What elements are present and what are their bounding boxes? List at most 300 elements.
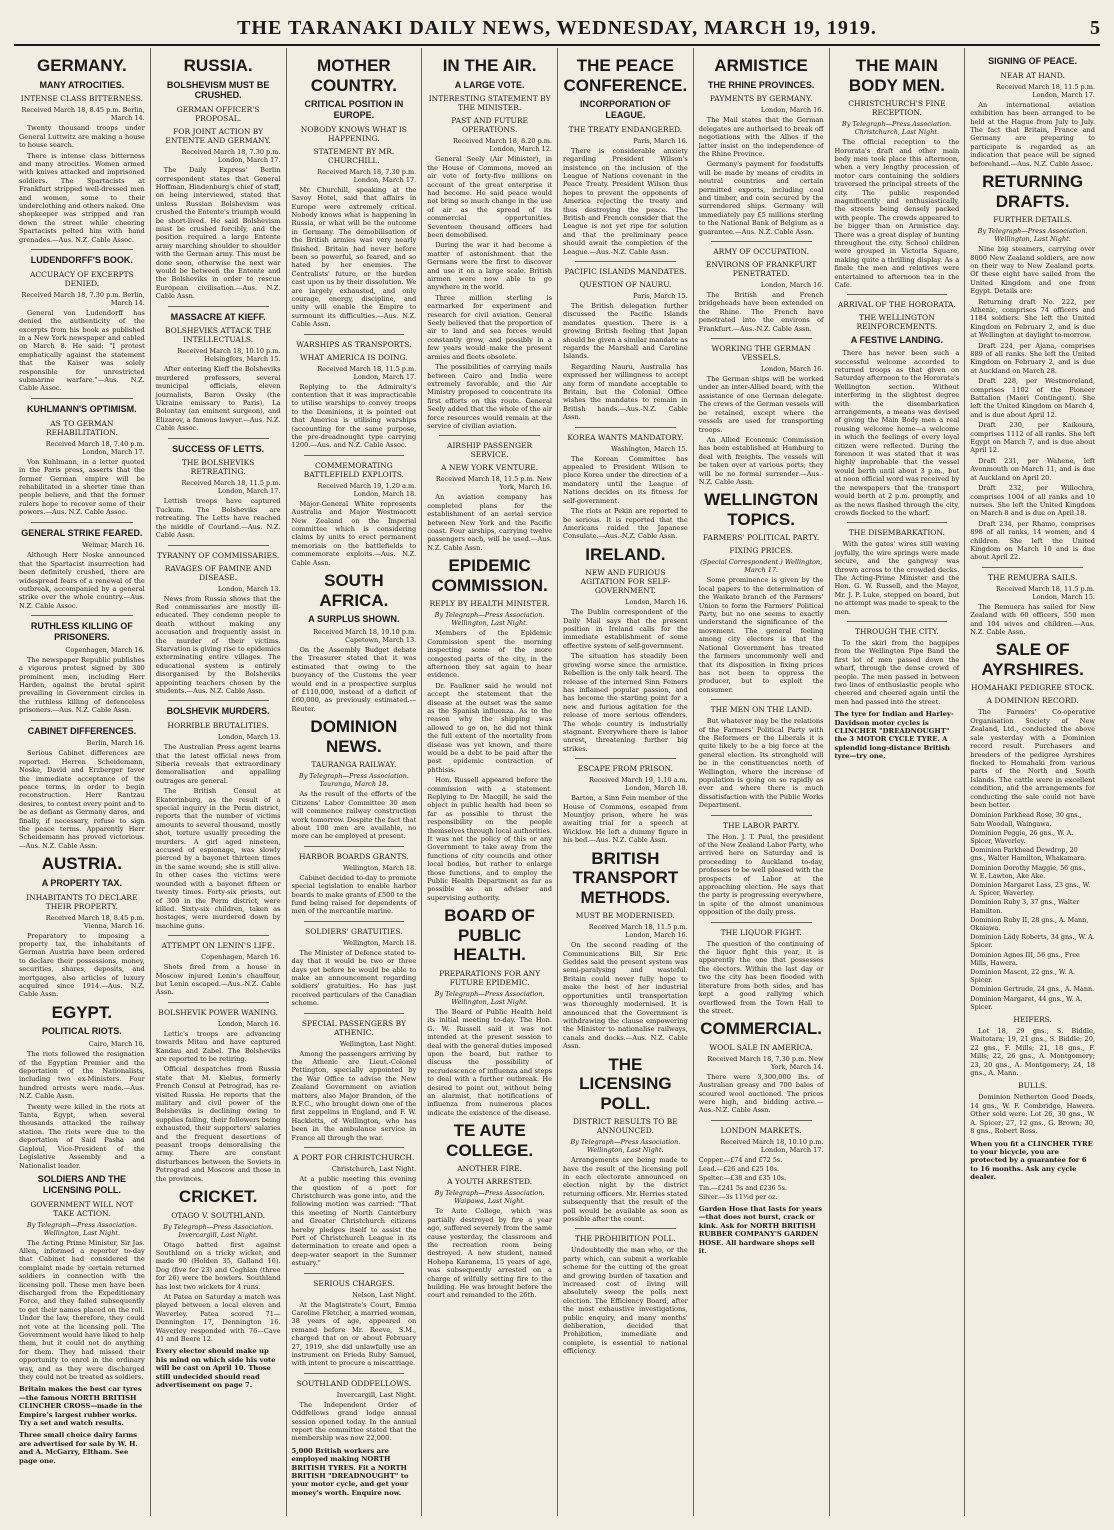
paragraph: General Seely (Air Minister), in the House of Commons, moved an air vote of forty-five millions on account of the great enterprise it had become. He said peace would not bring so much change in the use of air as the spread of its commercial opportunities. Seventeen thousand officers had been demobilised. [427,155,552,239]
minor-headline: THE LABOR PARTY. [722,820,800,830]
article-body [156,595,281,696]
article-body [699,717,824,809]
minor-headline: ATTEMPT ON LENIN'S LIFE. [161,941,275,951]
article-body [427,1008,552,1117]
section-divider [304,921,405,922]
minor-headline: NEAR AT HAND. [1000,70,1065,80]
article-body [563,1246,688,1355]
article-body [563,147,688,256]
article-body [19,124,145,244]
paragraph: The question of the continuing of the liquor fight this year, it is apparently the one that possesses the electors. Within the last day or two the city has been flooded with literature from both sides, and has kept a good rallying which overflowed from the Town Hall to the street. [698,939,824,1015]
section-divider [304,334,405,335]
article-body [292,500,417,567]
minor-headline: DISTRICT RESULTS TO BE ANNOUNCED. [572,1117,678,1136]
minor-headline: ENVIRONS OF FRANKFURT PENETRATED. [705,260,817,279]
article-body [970,1093,1095,1135]
section-divider [31,720,133,721]
column-5 [557,48,693,1516]
article-body [427,155,552,430]
article-body [292,1401,417,1443]
dateline: Received March 18, 11.5 p.m. London, March 17. [317,364,417,381]
paragraph: The riots followed the resignation of the Egyptian Premier and the deportation of the Nationalists, including two ex-Ministers. Four hundred arrests were made.—Aus. N.Z. Cable Assn. [19,1050,145,1101]
dateline: Christchurch, Last Night. [331,1165,417,1174]
advertisement: Every elector should make up his mind on which side his vote will be cast on April 10. Those still undecided should read advertisement on page 7. [155,1347,276,1390]
minor-headline: BULLS. [1018,1081,1048,1091]
minor-headline: A NEW YORK VENTURE. [441,463,539,473]
dateline: Copenhagen, March 16. [65,645,145,654]
advertisement: When you fit a CLINCHER TYRE to your bicycle, you are protected by a guarantee for 6 to 16 months. Ask any cycle dealer. [970,1139,1093,1182]
subheadline: SUCCESS OF LETTS. [172,443,265,454]
dateline: Received March 18, 8.45 p.m. Berlin, March 14. [21,106,145,123]
credit: By Telegraph—Press Association. Invercargill, Last Night. [163,1222,274,1239]
article-body [427,629,552,902]
minor-headline: INTENSE CLASS BITTERNESS. [20,94,143,104]
credit: By Telegraph—Press Association. Tauranga, March 18. [298,772,409,789]
paragraph: The Hon. J. T. Paul, the president of the New Zealand Labor Party, who arrived here on Saturday and is proceeding to Auckland to-day, professes to be well pleased with the prospects of Labor at the approaching election. He says that the party is progressing everywhere, in spite of the almost unanimous opposition of the daily press. [698,832,824,917]
paragraph: Lot 18, 29 gns., S. Biddle, Waitotara; 19, 21 gns., S. Biddle; 20, 22 gns., F. Mills; 21, 18 gns., F. Mills; 22, 26 gns., A. Montgomery; 23, 20 gns., A. Montgomery; 24, 18 gns., A. Mann. [970,1027,1095,1078]
paragraph: But whatever may be the relations of the Farmers' Political Party with the Reformers or the Liberals it is quite likely to be a big force at the general election. Its stronghold will be in the constituencies north of Wellington, where the increase of population is going on so rapidly as ever and where there is much dissatisfaction with the Public Works Department. [698,717,824,810]
section-divider [304,455,405,456]
subheadline: RUTHLESS KILLING OF PRISONERS. [30,621,133,642]
paragraph: Twenty were killed in the riots at Tanta, Egypt, when several thousands attacked the railway station. The riots were due to the deportation of Said Pasha and Gaploul, Vice-President of the Legislative Assembly and a Nationalist leader. [19,1102,145,1170]
article-body [835,540,960,616]
article-body [19,458,145,517]
paragraph: Draft 231, per Wahene, left Avonmouth on March 11, and is due at Auckland on April 20. [970,456,1095,482]
subheadline: CRITICAL POSITION IN EUROPE. [304,99,404,120]
minor-headline: HOMAHAKI PEDIGREE STOCK. [971,683,1095,693]
paragraph: An Allied Economic Commission has been established at Hamburg to deal with freights. The vessels will be taken over at various ports; they will be no formal surrender.—Aus.-N.Z. Cable Assn. [698,435,824,486]
list-item: Tin.—£241 5s and £236 5s. [698,1183,787,1192]
section-headline: THE LICENSING POLL. [579,1054,672,1113]
dateline: Paris, March 16. [633,136,688,145]
article-body [156,743,281,930]
paragraph: The Independent Order of Oddfellows grand lodge annual session opened today. In the annual report the committee stated that the membership was now 22,000. [291,1400,417,1443]
section-headline: AUSTRIA. [41,854,123,874]
paragraph: Regarding Nauru, Australia has expressed her willingness to accept any form of mandate acceptable to Britain, but the Colonial Office wishes the mandates to remain in British hands.—Aus.-N.Z. Cable Assn. [563,362,688,422]
minor-headline: ESCAPE FROM PRISON. [577,764,673,774]
section-divider [575,758,676,759]
paragraph: Otago batted first against Southland on a tricky wicket, and made 90 (Holden 35, Galland 16). Dog (five for 23) and Coghlan (three for 26) were the bowlers. Southland has lost two wickets for 4 runs. [155,1240,281,1291]
paragraph: An aviation company has completed plans for the establishment of an aerial service between New York and the Pacific coast. Four airships, carrying twelve passengers each, will be used.—Aus. N.Z. Cable Assn. [427,493,552,552]
minor-headline: ACCURACY OF EXCERPTS DENIED. [29,269,134,288]
minor-headline: REPLY BY HEALTH MINISTER. [429,599,550,609]
section-divider [711,922,812,923]
dateline: Received March 18, 10.10 p.m. Capetown, March 13. [313,627,417,644]
minor-headline: THE PROHIBITION POLL. [574,1234,676,1244]
section-headline: SALE OF AYRSHIRES. [981,640,1084,679]
list-item: Dominion Parkhead Dewdrop, 20 gns., Walter Hamilton, Whakamara. [970,846,1087,863]
dateline: Weimar, March 16. [82,541,145,550]
subheadline: LUDENDORFF'S BOOK. [30,255,133,266]
paragraph: The Board of Public Health held its initial meeting to-day. The Hon. G. W. Russell said it was not intended at the present session to deal with the general duties imposed upon the board, but rather to discuss the possibility of recrudescence of influenza and steps to deal with a further outbreak. He desired to point out, without being an alarmist, that notifications of influenza from numerous places indicate the existence of the disease. [427,1007,552,1117]
subheadline: BOLSHEVISM MUST BE CRUSHED. [166,79,270,101]
advertisement: Britain makes the best car tyres—the famous NORTH BRITISH CLINCHER CROSS—made in the Empire's largest rubber works. Try a set and watch results. [19,1385,143,1428]
paragraph: Draft 224, per Ajana, comprises 889 of all ranks. She left the United Kingdom on February 2, and is due at Auckland on March 28. [970,341,1095,375]
advertisement: 5,000 British workers are employed making NORTH BRITISH TYRES. Fit a NORTH BRITISH "DREADNOUGHT" to your motor cycle, and get your money's worth. Enquire now. [291,1446,409,1497]
minor-headline: HEIFERS. [1013,1015,1052,1025]
section-divider [439,435,540,436]
paragraph: Cabinet decided to-day to promote special legislation to enable harbor boards to make grants of £500 to the fund being raised for dependents of men of the mercantile marine. [291,873,417,916]
paragraph: At a public meeting this evening the question of a port for Christchurch was gone into, and the following motion was carried: "That this meeting of North Canterbury and Greater Christchurch citizens hereby pledges itself to assist the Port of Christchurch League in its determination to create and open a deep-water seaport in the Summer estuary." [291,1175,417,1268]
article-body [156,166,281,301]
section-divider [304,1147,405,1148]
paragraph: Three million sterling is earmarked for experiment and research for civil aviation. General Seely believed that the proportion of air to land and sea forces would constantly grow, and possibly in a few years would make the present armies and fleets obsolete. [427,293,552,361]
minor-headline: FIXING PRICES. [729,546,793,556]
credit: By Telegraph—Press Association. Wellington, Last Night. [26,1220,137,1237]
article-body [970,708,1095,809]
article-body [427,493,552,552]
paragraph: Lettic's troops are advancing towards Mitau and have captured Kandau and Zabel. The Bolsheviks are reported to be retiring. [155,1029,281,1063]
minor-headline: THROUGH THE CITY. [854,626,939,636]
dateline: London, March 13. [217,733,281,742]
dateline: Received March 18, 11.5 p.m. London, March 16. [588,923,688,940]
article-body [292,646,417,713]
column-3 [286,48,422,1516]
paragraph: The newspaper Republic publishes a vigorous protest signed by 300 prominent men, including Herr Harden, against the brutal spirit prevailing in Government circles in the ruthless killing of defenceless prisoners.—Aus. N.Z. Cable Assn. [19,655,145,715]
article-body [563,608,688,753]
minor-headline: PAYMENTS BY GERMANY. [709,94,813,104]
column-6 [693,48,829,1516]
section-divider [31,398,133,399]
article-body [970,1027,1095,1077]
paragraph: On the second reading of the Communications Bill, Sir Eric Geddes said the present system was semi-paralysing and wasteful. Britain could never fully hope to make the best of her industrial opportunities until transportation was thoroughly modernised. It is announced that the Government is withdrawing the clause empowering the Minister to nationalise railways, canals and docks.—Aus. N.Z. Cable Assn. [563,941,688,1051]
paragraph: The Mail states that the German delegates are authorised to break off negotiations with the Allies if the latter insist on the independence of the Rhine Province. [698,116,824,158]
article-body [156,497,281,539]
minor-headline: THE BOLSHEVIKS RETREATING. [181,458,255,477]
dateline: Received March 18, 8.45 p.m. Vienna, March 16. [45,913,145,930]
article-body [292,1050,417,1142]
paragraph: The Korean Committee has appealed to President Wilson to place Korea under the direction of a mandatory until the League of Nations decides on its fitness for self-government. [563,454,688,505]
minor-headline: STATEMENT BY MR. CHURCHILL. [313,146,395,165]
list-item: Dominion Mascot, 22 gns., W. A. Spicer. [970,968,1076,985]
minor-headline: MUST BE MODERNISED. [575,911,675,921]
article-body [563,302,688,422]
article-body [970,101,1095,168]
paragraph: Draft 228, per Westmoreland, comprises 1102 of the Pioneer Battalion (Maori Contingent). She left the United Kingdom on March 4, and is due about April 12. [970,377,1095,419]
article-body [292,186,417,329]
paragraph: During the war it had become a matter of astonishment that the Germans were the first to discover and use it on a large scale. British airmen were now able to go anywhere in the world. [427,241,552,292]
paragraph: Members of the Epidemic Commission spent the morning inspecting some of the more congested parts of the city, in the afternoon they sat again to hear evidence. [427,629,552,680]
paragraph: Shots fired from a house in Moscow injured Lenin's chauffeur, but Lenin escaped.—Aus.-N.Z. Cable Assn. [155,963,281,997]
dateline: Received March 18, 7.30 p.m. Berlin, March 14. [21,290,145,307]
section-divider [575,427,676,428]
paragraph: Nine big steamers, carrying over 8000 New Zealand soldiers, are now on their way to New Zealand ports. Of these eight have sailed from the United Kingdom and one from Egypt. Details are: [970,245,1095,296]
minor-headline: INTERESTING STATEMENT BY THE MINISTER. [428,94,551,113]
dateline: Received March 18, 7.30 p.m. New York, March 14. [707,1054,824,1071]
listing [970,811,1095,1011]
dateline: London, March 16. [760,365,824,374]
article-body [563,941,688,1050]
paragraph: Among the passengers arriving by the Athenic are Lieut.-Colonel Pettington, specially appointed by the War Office to advise the New Zealand Government on aviation matters, also Major Brandon, of the R.F.C., who brought down one of the first zeppelins in England, and F. W. Hackletts, of Wellington, who has been in the ambulance service in France all through the war. [291,1049,417,1142]
listing [699,1156,824,1201]
minor-headline: SOUTHLAND ODDFELLOWS. [296,1378,412,1388]
advertisement: The tyre for Indian and Harley-Davidson motor cycles is CLINCHER "DREADNOUGHT" the 3 MOTOR CYCLE TYRE. A splendid long-distance British tyre—try one. [834,710,954,761]
advertisement: Three small choice dairy farms are advertised for sale by W. H. and A. McGarry, Eltham. See page one. [19,1431,138,1465]
subheadline: A LARGE VOTE. [454,79,525,90]
subheadline: THE RHINE PROVINCES. [707,79,815,90]
minor-headline: THE WELLINGTON REINFORCEMENTS. [856,313,938,332]
paragraph: As the result of the efforts of the Citizens' Labor Committee 30 men will commence railway construction work tomorrow. Despite the fact that about 100 men are available, no more can be employed at present. [291,790,417,841]
subheadline: POLITICAL RIOTS. [41,1026,122,1037]
minor-headline: ANOTHER FIRE. [457,1164,523,1174]
minor-headline: HORRIBLE BRUTALITIES. [167,721,269,731]
paragraph: An international aviation exhibition has been arranged to be held at the Hague from July to July. The fact that Britain, France and Germany are preparing to participate is regarded as an indication that peace will be signed beforehand.—Aus. N.Z. Cable Assoc. [970,100,1095,168]
minor-headline: THE TREATY ENDANGERED. [568,124,683,134]
list-item: Dominion Ruby 3, 37 gns., Walter Hamilton. [970,898,1080,915]
article-body [699,833,824,917]
paragraph: News from Russia shows that the Red commissaries are mostly ill-educated. They condemn people to death without making any accusation and frequently assist in the murder of their victims. Starvation is giving rise to epidemics exterminating entire villages. The educational system is entirely disorganised by the Bolsheviks appointing teachers chosen by the students.—Aus. N.Z. Cable Assn. [155,594,281,695]
section-divider [982,567,1083,568]
paragraph: The British Consul at Ekaterinburg, as the result of a special inquiry in the Perm district, reports that the number of victims amounts to several thousand, mostly shot, torture usually preceding the murders. A girl aged nineteen, accused of espionage, was slowly pierced by a bayonet thirteen times in the same wound; she is still alive. In other cases the victims were wounded with a bayonet fifteen or twenty times. Forty-six priests, out of 300 in the Perm district, were killed. Sixty-six children, taken as hostages, were murdered down by machine guns. [155,787,281,930]
subheadline: A PROPERTY TAX. [41,877,123,888]
dateline: Nelson, Last Night. [352,1290,417,1299]
article-body [835,639,960,706]
article-body [292,1301,417,1368]
credit: By Telegraph—Press Association. Wellington, Last Night. [434,989,545,1006]
dateline: Received March 18, 11.5 p.m. London, March 15. [996,584,1095,601]
paragraph: The possibilities of carrying mails between Cairo and India were extremely favorable, and the Air Ministry proposed to concentrate its first efforts on this route. General Seely added that the whole of the air force resources would remain at the service of civilian aviation. [427,363,552,430]
credit: (Special Correspondent.) Wellington, March 17. [700,558,823,575]
minor-headline: BOLSHEVIKS ATTACK THE INTELLECTUALS. [164,326,272,345]
paragraph: The riots at Pekin are reported to be serious. It is reported that the Americans raided the Japanese Consulate.—Aus.-N.Z. Cable Assn. [563,507,688,541]
paragraph: Preparatory to imposing a property tax, the inhabitants of German Austria have been ordered to declare their possessions, money, securities, shares, deposits, and mortgages, also articles of luxury acquired since 1914.—Aus. N.Z. Cable Assn. [19,931,145,999]
section-divider [168,545,269,546]
minor-headline: GERMAN OFFICER'S PROPOSAL. [176,105,260,124]
minor-headline: A YOUTH ARRESTED. [447,1177,533,1187]
article-body [563,1156,688,1223]
minor-headline: SERIOUS CHARGES. [313,1278,395,1288]
paragraph: Major-General White represents Australia and Major Westmacott New Zealand on the Imperial committee which is considering claims by units to erect permanent memorials on the battlefields to commemorate exploits.—Aus. N.Z. Cable Assn. [291,499,417,567]
article-body [835,349,960,517]
subheadline: SIGNING OF PEACE. [988,56,1078,66]
article-body [292,383,417,450]
minor-headline: TYRANNY OF COMMISSARIES. [156,550,280,560]
dateline: Invercargill, Last Night. [336,1390,417,1399]
section-divider [304,1273,405,1274]
dateline: London, March 16. [217,1019,281,1028]
section-headline: RUSSIA. [183,56,253,75]
paragraph: At the Magistrate's Court, Emma Caroline Fletcher, a married woman, 38 years of age, appeared on remand before Mr. Reeve, S.M., charged that on or about February 27, 1919, she did unlawfully use an instrument on Frieda Ruby Samuel, with intent to procure a miscarriage. [291,1300,417,1368]
minor-headline: INHABITANTS TO DECLARE THEIR PROPERTY. [26,892,138,911]
minor-headline: WORKING THE GERMAN VESSELS. [711,344,811,363]
list-item: Dominion Parkhead Rose, 30 gns., Sam Woodall, Waingawa. [970,811,1082,828]
section-divider [711,815,812,816]
minor-headline: AS TO GERMAN REHABILITATION. [46,418,118,437]
paragraph: Dominion Netherton Good Deeds, 14 gns., W. F. Combridge, Hawera. Other sold were: Lot 26, 30 gns., W. A. Spicer; 27, 12 gns., G. Brown; 30, 8 gns., Robert Ross. [970,1093,1095,1136]
minor-headline: WARSHIPS AS TRANSPORTS. [296,339,412,349]
dateline: Received March 18, 11.5 p.m. London, March 17. [181,479,281,496]
page-number: 5 [1089,17,1100,39]
list-item: Dominion Margaret, 44 gns., W. A. Spicer. [970,994,1083,1011]
credit: By Telegraph—Press Association. Wellington, Last Night. [434,611,545,628]
article-body [156,1030,281,1183]
section-divider [304,846,405,847]
article-body [19,1050,145,1170]
subheadline: MASSACRE AT KIEFF. [170,311,266,322]
column-7 [829,48,965,1516]
subheadline: A SURPLUS SHOWN. [308,614,400,625]
section-headline: BRITISH TRANSPORT METHODS. [572,848,679,907]
section-headline: IN THE AIR. [442,56,537,75]
dateline: Received March 19, 1.20 a.m. London, March 18. [317,481,417,498]
minor-headline: NEW AND FURIOUS AGITATION FOR SELF-GOVERNMENT. [580,568,671,596]
section-headline: EGYPT. [51,1002,113,1022]
section-divider [304,1373,405,1374]
minor-headline: THE LIQUOR FIGHT. [720,927,802,937]
minor-headline: SOLDIERS' GRATUITIES. [305,926,403,936]
paragraph: Germany's payment for foodstuffs will be made by means of credits in neutral countries and certain permitted exports, including coal and timber, and coin secured by the surrendered ships. Germany will immediately pay £5 millions sterling to the National Bank of Belgium as a guarantee.—Aus. N.Z. Cable Assn. [698,160,824,236]
paragraph: Hon. Russell appeared before the commission with a statement. Replying to Dr. Macgill, he said the object in public health had been so far as possible to thrust the responsibility on the people themselves through local authorities. It was not the policy of this or any Government to take away from the functions of city councils and other local bodies, but rather to enlarge those functions, and to employ the Public Health Department as far as possible as an adviser and supervising authority. [427,776,552,902]
section-headline: CRICKET. [178,1187,258,1207]
dateline: Copenhagen, March 16. [201,953,281,962]
paragraph: The Daily Express' Berlin correspondent states that General Hoffman, Hindenburg's chief of staff, on being interviewed, stated that unless Russian Bolshevism was crushed the Entente's triumph would be short-lived. He said Bolshevism must be crushed forcibly, and the position required a large Entente army marching shoulder to shoulder with the German army. This must be done soon, otherwise the next war would be between the Entente and the Bolsheviks in order to rescue European civilisation.—Aus. N.Z. Cable Assn. [155,166,281,301]
section-divider [575,261,676,262]
column-grid [14,48,1100,1516]
section-headline: THE PEACE CONFERENCE. [563,56,688,95]
list-item: Spelter.—£38 and £35 10s. [698,1174,787,1183]
dateline: Paris, March 15. [633,291,688,300]
article-body [699,116,824,236]
section-headline: IRELAND. [585,544,666,564]
article-body [292,949,417,1008]
paragraph: Draft 232, per Willochra, comprises 1004 of all ranks and 10 nurses. She left the United Kingdom on March 8 and is due on April 18. [970,484,1095,518]
section-headline: DOMINION NEWS. [310,717,398,756]
section-divider [168,438,269,439]
paragraph: The Australian Press agent learns that the latest official news from Siberia reveals that extraordinary demoralisation and appalling outrages are general. [155,743,281,785]
dateline: Washington, March 15. [611,444,688,453]
section-divider [847,294,948,295]
minor-headline: FARMERS' POLITICAL PARTY. [702,533,820,543]
paragraph: After entering Kieff the Bolsheviks murdered professors, several municipal officials, eleven journalists, Baron Ovsky (the Ukraine emissary to Paris), La Bolontay (an eminent surgeon), and Elizarov, a famous lawyer.—Aus. N.Z. Cable Assoc. [155,365,281,433]
paragraph: The Dublin correspondent of the Daily Mail says that the present position in Ireland calls for the immediate establishment of some effective system of self-government. [563,608,688,650]
article-body [563,455,688,541]
column-2 [150,48,286,1516]
column-1 [14,48,150,1516]
minor-headline: PACIFIC ISLANDS MANDATES. [564,266,687,276]
section-divider [31,522,133,523]
section-divider [304,1013,405,1014]
paragraph: Returning draft No. 222, per Athenic, comprises 74 officers and 1184 soldiers. She left the United Kingdom on February 2, and is due at Wellington at daylight to-morrow. [970,297,1095,340]
dateline: London, March 16. [760,106,824,115]
minor-headline: ARRIVAL OF THE HORORATA. [837,300,956,310]
list-item: Dominion Dorothy Maggie, 56 gns., W. E. Lawton, Ake Ake. [970,863,1086,880]
minor-headline: A DOMINION RECORD. [986,696,1079,706]
article-body [292,1175,417,1267]
section-divider [711,1120,812,1121]
list-item: Silver.—3s 11½d per oz. [698,1192,778,1201]
list-item: Copper.—£74 and £72 5s. [698,1155,783,1164]
paragraph: To the skirl from the bagpipes from the Wellington Pipe Band the first lot of men passed down the wharf, through the dense crowd of people. The men passed in between two lines of enthusiastic people who cheered and cheered again until the men had passed into the street. [834,638,960,706]
masthead-rule [14,44,1100,46]
article-body [699,940,824,1016]
advertisement: Garden Hose that lasts for years—that does not burst, crack or kink. Ask for NORTH BRITISH RUBBER COMPANY'S GARDEN HOSE. All hardware shops sell it. [698,1204,823,1255]
paragraph: There is considerable anxiety regarding President Wilson's insistence on the inclusion of the League of Nations covenant in the Peace Treaty. President Wilson thus hopes to prevent the opponents of America rejecting the treaty and thus destroying the peace. The British and French consider that the League is not yet ripe for solution and that the preliminary peace should await the completion of the League.—Aus.-N.Z. Cable Assn. [563,146,688,256]
section-divider [711,241,812,242]
dateline: Received March 19, 1.10 a.m. London, March 18. [589,776,688,793]
minor-headline: PREPARATIONS FOR ANY FUTURE EPIDEMIC. [439,968,541,987]
list-item: Dominion Agnes III, 56 gns., Free Mills, Hawera. [970,950,1080,967]
paragraph: Official despatches from Russia state that M. Kiebus, formerly French Consul at Petrograd, has re-visited Russia. He reports that the military and civil power of the Bolsheviks is declining owing to supplies failing, their followers being exhausted, their supporters' salaries and the frequent desertions of peasant troops demoralising the army. There are constant disturbances between the Soviets in Petrograd and Moscow and those in the provinces. [155,1065,281,1183]
minor-headline: COMMEMORATING BATTLEFIELD EXPLOITS. [303,460,405,479]
section-divider [168,935,269,936]
dateline: Received March 18, 8.20 p.m. London, March 12. [453,137,552,154]
column-4 [421,48,557,1516]
paragraph: The Remuera has sailed for New Zealand with 60 officers, 550 men and 104 wives and children.—Aus. N.Z. Cable Assn. [970,602,1095,636]
subheadline: INCORPORATION OF LEAGUE. [579,99,671,120]
minor-headline: OTAGO V. SOUTHLAND. [171,1210,266,1220]
paragraph: Replying to the Admiralty's contention that it was impracticable to utilise warships to convey troops to the Dominions, it is pointed out that America is utilising warships (accounting for the same purpose, the pre-dreadnought type carrying 1200.—Aus. and N.Z. Cable Assoc. [291,382,417,450]
paragraph: Serious Cabinet differences are reported. Herren Scheidemann, Noske, David and Erzberger favor the immediate acceptance of the peace terms, in order to begin reconstruction. Herr Rantzau desires, to contest every point and to be as defiant as Germany dares, and finally, if necessary, refuse to sign the peace terms. Apparently Herr Scheidemann has proved victorious.—Aus. N.Z. Cable Assn. [19,749,145,850]
paragraph: With the gates' wires still waving joyfully, the wire springs were made secure, and the gangway was thrown across to the crowded decks. The Acting-Prime Minister and the Hon. G. W. Russell, and the Mayor, Mr. J. P. Luke, stepped on board, but no attempt was made to speak to the men. [834,540,960,616]
paragraph: There has never been such a successful welcome accorded to returned troops as that given on Saturday afternoon to the Hororata's Wellington section. Without interfering in the slightest degree with the disembarkation arrangements, a means was devised of giving the Main Body men a real rousing welcome home—a welcome in which the feelings of every loyal citizen were reflected. During the forenoon it was stated that it was highly improbable that the vessel would berth until about 3 p.m., but at noon official word was received by the newspapers that the transport would berth at 2 p.m. promptly, and as the news flashed through the city, crowds flocked to the wharf. [834,349,960,517]
minor-headline: QUESTION OF NAURU. [579,279,672,289]
dateline: Received March 18, 7.30 p.m. London, March 17. [181,148,281,165]
minor-headline: AIRSHIP PASSENGER SERVICE. [447,441,533,460]
dateline: London, March 16. [625,598,688,607]
list-item: Dominion Ruby II, 28 gns., A. Mann, Okaiawa. [970,915,1089,932]
article-body [19,749,145,850]
article-body [19,1239,145,1382]
minor-headline: FURTHER DETAILS. [993,215,1073,225]
dateline: Berlin, March 16. [86,739,145,748]
paragraph: Von Kuhlmann, in a letter quoted in the Paris press, asserts that the former German empire will be rehabilitated in a shorter time than people believe, and that the former rulers hope to recover some of their powers.—Aus. N.Z. Cable Assoc. [19,457,145,517]
article-body [156,1241,281,1344]
dateline: Cairo, March 16. [88,1040,145,1049]
minor-headline: PAST AND FUTURE OPERATIONS. [451,116,528,135]
minor-headline: SPECIAL PASSENGERS BY ATHENIC. [301,1018,406,1037]
subheadline: BOLSHEVIK MURDERS. [166,706,270,717]
paragraph: Draft 230, per Kaikoura, comprises 1112 of all ranks. She left Egypt on March 7, and is due about April 12. [970,421,1095,455]
list-item: Dominion Lady Roberts, 34 gns., W. A. Spicer. [970,933,1095,950]
subheadline: SOLDIERS AND THE LICENSING POLL. [37,1173,126,1195]
section-headline: RETURNING DRAFTS. [982,172,1084,211]
section-headline: THE MAIN BODY MEN. [848,56,945,95]
dateline: Received March 18, 10.10 p.m. Helsingfors, March 15. [177,347,281,364]
minor-headline: RAVAGES OF FAMINE AND DISEASE. [164,563,272,582]
minor-headline: BOLSHEVIK POWER WANING. [158,1007,278,1017]
article-body [699,576,824,694]
dateline: Received March 18, 11.5 p.m. New York, March 16. [435,475,552,492]
subheadline: CABINET DIFFERENCES. [27,725,137,736]
list-item: Dominion Margaret Lass, 23 gns., W. A. Spicer, Waverley. [970,880,1091,898]
section-divider [575,1228,676,1229]
dateline: Wellington, March 18. [342,938,417,947]
credit: By Telegraph—Press Association. Wellington, Last Night. [977,227,1088,244]
article-body [970,245,1095,562]
section-divider [168,306,269,307]
article-body [156,963,281,997]
paragraph: Mr. Churchill, speaking at the Savoy Hotel, said that affairs in Europe were extremely critical. Nobody knows what is happening in Russia, or what will be the outcome in Germany. The demobilisation of the British armies was very nearly finished. Britain had never before been so powerful, so feared, and so hated by her enemies. The Centralists' future, or the burden cast upon us by their dissolution. We are largely exhausted, and only courage, energy, discipline, and unity will enable the Empire to surmount its difficulties.—Aus. N.Z. Cable Assn. [291,185,417,329]
paragraph: The British and French bridgeheads have been extended on the Rhine. The French have penetrated into the environs of Frankfurt.—Aus.-N.Z. Cable Assn. [698,291,824,333]
paragraph: General von Ludendorff has denied the authenticity of the excerpts from his book as published in a New York newspaper and cabled on March 8. He said: "I protest emphatically against the statement that the Kaiser was solely responsible for unrestricted submarine warfare."—Aus. N.Z. Cable Assoc. [19,308,145,393]
section-divider [31,249,133,250]
minor-headline: THE REMUERA SAILS. [988,572,1078,582]
paragraph: The situation has steadily been growing worse since the armistice. Rebellion is the only talk heard. The release of the interned Sinn Feiners has inflamed popular passion, and has become the starting point for a new and furious agitation for the release of more serious offenders. The whole country is industrially stagnant. Everywhere there is labor unrest, threatening further big strikes. [563,652,688,753]
section-divider [711,338,812,339]
dateline: Wellington, March 18. [342,863,417,872]
paragraph: Lettish troops have captured Tuckum. The Bolsheviks are retreating. The Letts have reached the middle of Courland.—Aus. N.Z. Cable Assn. [155,497,281,540]
section-headline: BOARD OF PUBLIC HEALTH. [444,906,535,965]
section-headline: TE AUTE COLLEGE. [446,1121,534,1160]
paragraph: On the Assembly Budget debate the Treasurer stated that it was estimated that owing to the buoyancy of the Customs the year would end in a prospective surplus of £110,000, instead of a deficit of £60,000, as previously estimated.—Reuter. [291,645,417,713]
subheadline: A FESTIVE LANDING. [850,335,943,346]
paragraph: Undoubtedly the man who, or the party which, can submit a workable scheme for the cutting of the great and growing burden of taxation and increased cost of living will absolutely sweep the polls next election. The Efficiency Board, after the most exhaustive investigations, public enquiry, and many months' deliberation, decided that Prohibition, immediate and complete, is essential to national efficiency. [563,1246,688,1356]
minor-headline: THE MEN ON THE LAND. [710,705,812,715]
dateline: London, March 16. [760,281,824,290]
section-headline: SOUTH AFRICA. [319,571,389,610]
paragraph: There were 3,300,000 lbs. of Australian greasy and 700 bales of scoured wool auctioned. The prices were high, and bidding active.—Aus.-N.Z. Cable Assn. [698,1072,824,1115]
list-item: Lead.—£26 and £25 10s. [698,1165,780,1174]
